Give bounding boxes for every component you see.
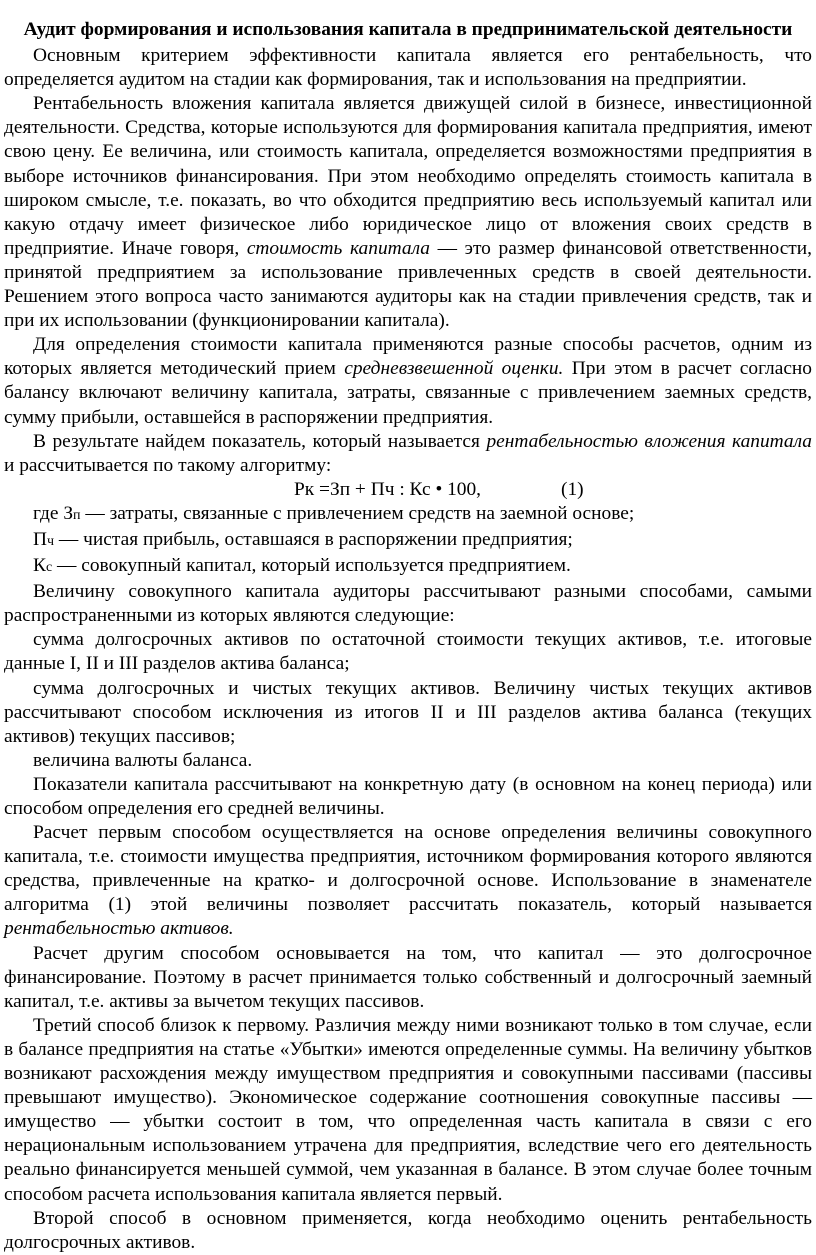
definition-zp xyxy=(4,502,812,528)
definition-ks-text: — совокупный капитал, который используется предприятием. xyxy=(52,555,571,577)
symbol-pch-subscript: ч xyxy=(47,533,55,549)
paragraph-2-text-a: Рентабельность вложения капитала является движущей силой в бизнесе, инвестиционной деятельности. Средства, которые используются для формирования капитала предприятия, имеют свою цену. Ее величина, или стоимость капитала, определяется возможностями предприятия в выборе источников финансирования. При этом необходимо определять стоимость капитала в широком смысле, т.е. показать, во что обходится предприятию весь используемый капитал или какую отдачу имеет физическое либо юридическое лицо от вложения своих средств в предприятие. Иначе говоря, xyxy=(4,93,812,259)
paragraph-6: сумма долгосрочных активов по остаточной стоимости текущих активов, т.е. итоговые данные I, II и III разделов актива баланса; xyxy=(4,629,812,675)
paragraph-9: Показатели капитала рассчитывают на конкретную дату (в основном на конец периода) или способом определения его средней величины. xyxy=(4,773,812,819)
formula-expression: Рк =Зп + Пч : Кс • 100, xyxy=(294,478,482,500)
formula-number: (1) xyxy=(561,478,584,500)
paragraph-8: величина валюты баланса. xyxy=(33,749,253,771)
paragraph-10 xyxy=(4,821,812,941)
paragraph-4 xyxy=(4,430,812,478)
paragraph-11: Расчет другим способом основывается на том, что капитал — это долгосрочное финансирование. Поэтому в расчет принимается только собственный и долгосрочный заемный капитал, т.е. активы за вычетом текущих пассивов. xyxy=(4,942,812,1012)
definition-zp-prefix: где xyxy=(33,502,64,524)
definition-zp-text: — затраты, связанные с привлечением средств на заемной основе; xyxy=(80,502,635,524)
paragraph-3 xyxy=(4,333,812,429)
symbol-zp: З xyxy=(63,502,74,524)
symbol-pch: П xyxy=(33,528,48,550)
formula-1 xyxy=(4,478,812,502)
paragraph-7: сумма долгосрочных и чистых текущих активов. Величину чистых текущих активов рассчитывают способом исключения из итогов II и III разделов актива баланса (текущих активов) текущих пассивов; xyxy=(4,677,812,747)
definition-ks xyxy=(4,554,812,580)
paragraph-10-text-a: Расчет первым способом осуществляется на основе определения величины совокупного капитала, т.е. стоимости имущества предприятия, источником формирования которого являются средства, привлеченные на кратко- и долгосрочной основе. Использование в знаменателе алгоритма (1) этой величины позволяет рассчитать показатель, который называется xyxy=(4,822,812,916)
definition-pch xyxy=(4,528,812,554)
paragraph-12: Третий способ близок к первому. Различия между ними возникают только в том случае, если в балансе предприятия на статье «Убытки» имеются определенные суммы. На величину убытков возникают расхождения между имуществом предприятия и совокупными пассивами (пассивы превышают имущество). Экономическое содержание соотношения совокупные пассивы — имущество — убытки состоит в том, что определенная часть капитала в связи с его нерациональным использованием утрачена для предприятия, вследствие чего его деятельность реально финансируется меньшей суммой, чем указанная в балансе. В этом случае более точным способом расчета использования капитала является первый. xyxy=(4,1014,812,1205)
symbol-ks-subscript: с xyxy=(45,560,53,576)
term-cost-of-capital: стоимость капитала xyxy=(246,237,430,259)
symbol-zp-subscript: п xyxy=(73,507,81,523)
term-weighted-average: средневзвешенной оценки. xyxy=(344,358,564,380)
paragraph-3-text-a: Для определения стоимости капитала применяются разные способы расчетов, одним из которых является методический прием xyxy=(4,334,812,380)
paragraph-13: Второй способ в основном применяется, когда необходимо оценить рентабельность долгосрочных активов. xyxy=(4,1207,812,1253)
paragraph-3-text-b: При этом в расчет согласно балансу включают величину капитала, затраты, связанные с привлечением заемных средств, сумму прибыли, оставшейся в распоряжении предприятия. xyxy=(4,358,812,428)
paragraph-2-text-b: — это размер финансовой ответственности, принятой предприятием за использование привлеченных средств в своей деятельности. Решением этого вопроса часто занимаются аудиторы как на стадии привлечения средств, так и при их использовании (функционировании капитала). xyxy=(4,237,813,332)
paragraph-1: Основным критерием эффективности капитала является его рентабельность, что определяется аудитом на стадии как формирования, так и использования на предприятии. xyxy=(4,45,812,91)
paragraph-4-text-a: В результате найдем показатель, который называется xyxy=(33,430,487,452)
paragraph-4-text-b: и рассчитывается по такому алгоритму: xyxy=(4,454,332,476)
term-return-on-assets: рентабельностью активов. xyxy=(4,918,234,940)
document-title: Аудит формирования и использования капитала в предпринимательской деятельности xyxy=(23,19,793,40)
term-return-on-capital: рентабельностью вложения капитала xyxy=(486,430,812,452)
paragraph-5: Величину совокупного капитала аудиторы рассчитывают разными способами, самыми распространенными из которых являются следующие: xyxy=(4,581,812,627)
paragraph-2 xyxy=(4,92,812,333)
definition-pch-text: — чистая прибыль, оставшаяся в распоряжении предприятия; xyxy=(54,528,573,550)
symbol-ks: К xyxy=(33,555,46,577)
